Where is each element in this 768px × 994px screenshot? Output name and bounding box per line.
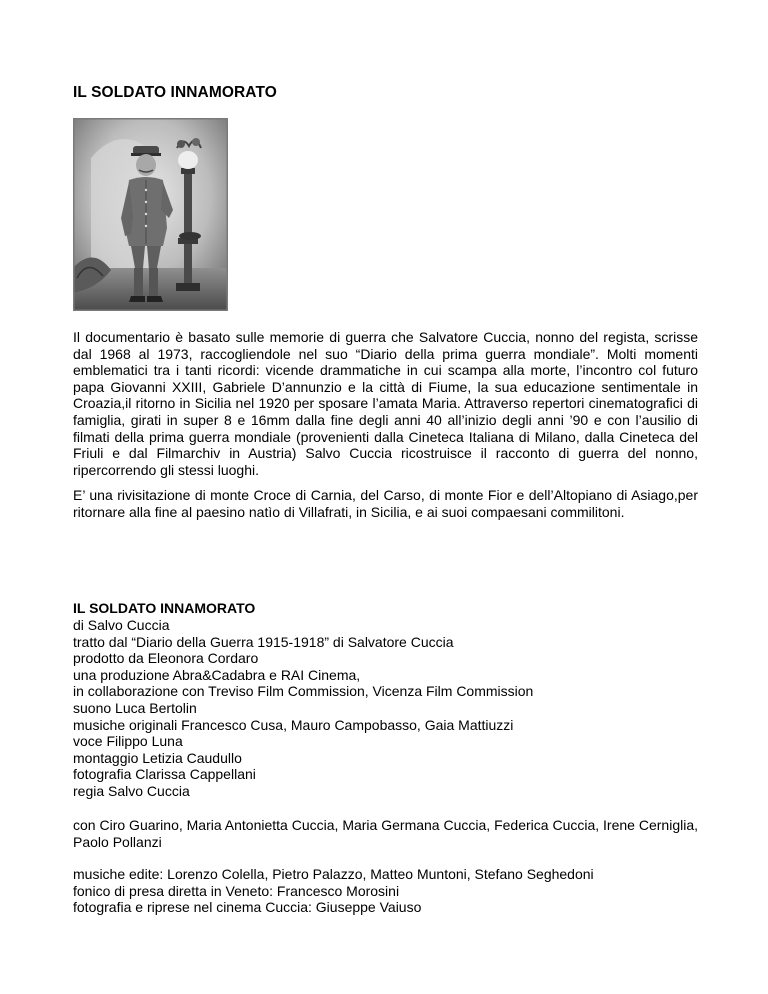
synopsis-paragraph-1: Il documentario è basato sulle memorie di guerra che Salvatore Cuccia, nonno del regista, scrisse dal 1968 al 1973, raccogliendole nel suo “Diario della prima guerra mondiale”. Molti momenti emblematici tra i tanti ricordi: vicende drammatiche in cui scampa alla morte, l’incontro col futuro papa Giovanni XXIII, Gabriele D’annunzio e la città di Fiume, la sua educazione sentimentale in Croazia,il ritorno in Sicilia nel 1920 per sposare l’amata Maria. Attraverso repertori cinematografici di famiglia, girati in super 8 e 16mm dalla fine degli anni 40 all’inizio degli anni ’90 e con l’ausilio di filmati della prima guerra mondiale (provenienti dalla Cineteca Italiana di Milano, dalla Cineteca del Friuli e dal Filmarchiv in Austria) Salvo Cuccia ricostruisce il racconto di guerra del nonno, ripercorrendo gli stessi luoghi. <box>73 329 698 478</box>
credit-line: fotografia Clarissa Cappellani <box>73 766 256 783</box>
extra-credit-line: fonico di presa diretta in Veneto: Francesco Morosini <box>73 882 400 899</box>
synopsis-paragraph-2: E’ una rivisitazione di monte Croce di Carnia, del Carso, di monte Fior e dell’Altopiano di Asiago,per ritornare alla fine al paesino natìo di Villafrati, in Sicilia, e ai suoi compaesani commilitoni. <box>73 487 698 520</box>
cast-paragraph: con Ciro Guarino, Maria Antonietta Cuccia, Maria Germana Cuccia, Federica Cuccia, Irene Cerniglia, Paolo Pollanzi <box>73 817 698 850</box>
credit-line: di Salvo Cuccia <box>73 617 170 633</box>
extra-credit-line: fotografia e riprese nel cinema Cuccia: Giuseppe Vaiuso <box>73 899 422 916</box>
extra-credit-line: musiche edite: Lorenzo Colella, Pietro Palazzo, Matteo Muntoni, Stefano Seghedoni <box>73 866 594 882</box>
document-title: IL SOLDATO INNAMORATO <box>73 84 277 101</box>
credit-line: in collaborazione con Treviso Film Commission, Vicenza Film Commission <box>73 683 534 700</box>
credit-line: regia Salvo Cuccia <box>73 782 190 799</box>
credit-line: suono Luca Bertolin <box>73 699 197 716</box>
credit-line: tratto dal “Diario della Guerra 1915-1918” di Salvatore Cuccia <box>73 633 454 650</box>
credit-line: voce Filippo Luna <box>73 733 183 750</box>
extra-credits-list <box>73 866 594 916</box>
credits-title: IL SOLDATO INNAMORATO <box>73 600 256 616</box>
credit-line: musiche originali Francesco Cusa, Mauro Campobasso, Gaia Mattiuzzi <box>73 716 514 733</box>
vintage-soldier-portrait-photo-icon <box>73 118 228 311</box>
credits-list <box>73 617 533 800</box>
soldier-portrait-photo <box>73 118 228 311</box>
credit-line: una produzione Abra&Cadabra e RAI Cinema, <box>73 666 361 683</box>
credit-line: montaggio Letizia Caudullo <box>73 749 242 766</box>
credit-line: prodotto da Eleonora Cordaro <box>73 650 259 667</box>
